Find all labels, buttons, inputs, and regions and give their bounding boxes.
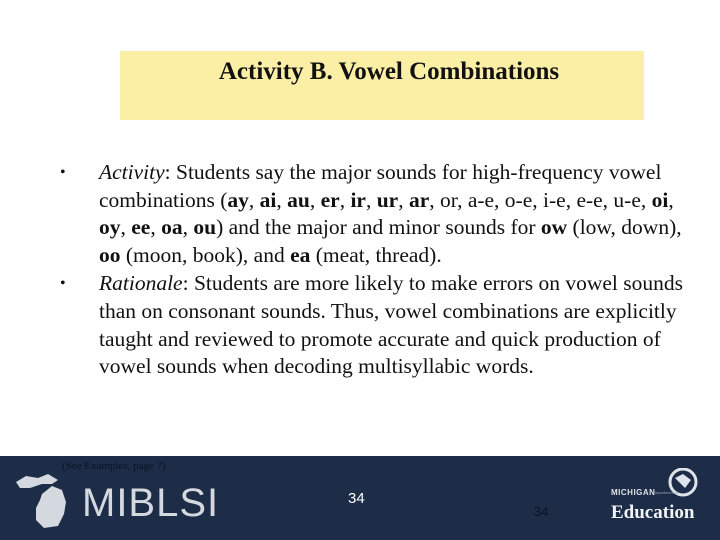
vowel-term: ay: [227, 187, 249, 212]
footer-note: (See Examples, page 7): [62, 460, 166, 472]
vowel-term: ir: [350, 187, 366, 212]
vowel-term: ee: [131, 215, 151, 240]
michigan-education-logo: [607, 468, 703, 528]
bullet-activity: [57, 159, 697, 269]
bullet-marker: •: [60, 275, 66, 293]
vowel-term: ow: [540, 215, 568, 240]
edu-logo-state: MICHIGAN: [611, 488, 656, 497]
vowel-term: ou: [193, 215, 217, 240]
bullet-text: Rationale: Students are more likely to make errors on vowel sounds than on consonant sounds. Thus, vowel combinations are explicitly taught and reviewed to promote accurate and quick production of vowel sounds when decoding multisyllabic words.: [99, 271, 683, 379]
bullet-rationale: [57, 270, 697, 380]
page-number-secondary: 34: [534, 504, 549, 519]
bullet-lead: Activity: [99, 160, 165, 184]
bullet-lead: Rationale: [99, 271, 183, 296]
bullet-text: Activity: Students say the major sounds for high-frequency vowel combinations (ay, ai, au, er, ir, ur, ar, or, a-e, o-e, i-e, e-e, u-e, oi, oy, ee, oa, ou) and the major and minor sounds for ow (low, down), oo (moon, book), and ea (meat, thread).: [99, 160, 682, 267]
bullet-list: [57, 159, 697, 382]
state-seal-icon: [607, 468, 703, 504]
edu-logo-text: Education: [611, 502, 695, 523]
vowel-term: ai: [259, 187, 277, 212]
miblsi-logo-text: MIBLSI: [82, 481, 220, 525]
vowel-term: oy: [99, 215, 121, 240]
vowel-term: oi: [651, 187, 669, 212]
vowel-term: ea: [290, 242, 311, 267]
footer-bar: [0, 456, 720, 540]
bullet-marker: •: [60, 164, 66, 181]
edu-logo-dept: Department of: [653, 490, 679, 495]
page-number: 34: [348, 490, 365, 507]
vowel-term: ar: [408, 187, 430, 212]
michigan-map-icon: [12, 468, 78, 532]
vowel-term: au: [287, 187, 310, 212]
vowel-term: oa: [161, 215, 183, 240]
vowel-term: oo: [99, 242, 121, 267]
title-box: [120, 51, 644, 120]
vowel-term: er: [320, 187, 340, 212]
vowel-term: ur: [376, 187, 399, 212]
slide-title: Activity B. Vowel Combinations: [218, 58, 560, 85]
